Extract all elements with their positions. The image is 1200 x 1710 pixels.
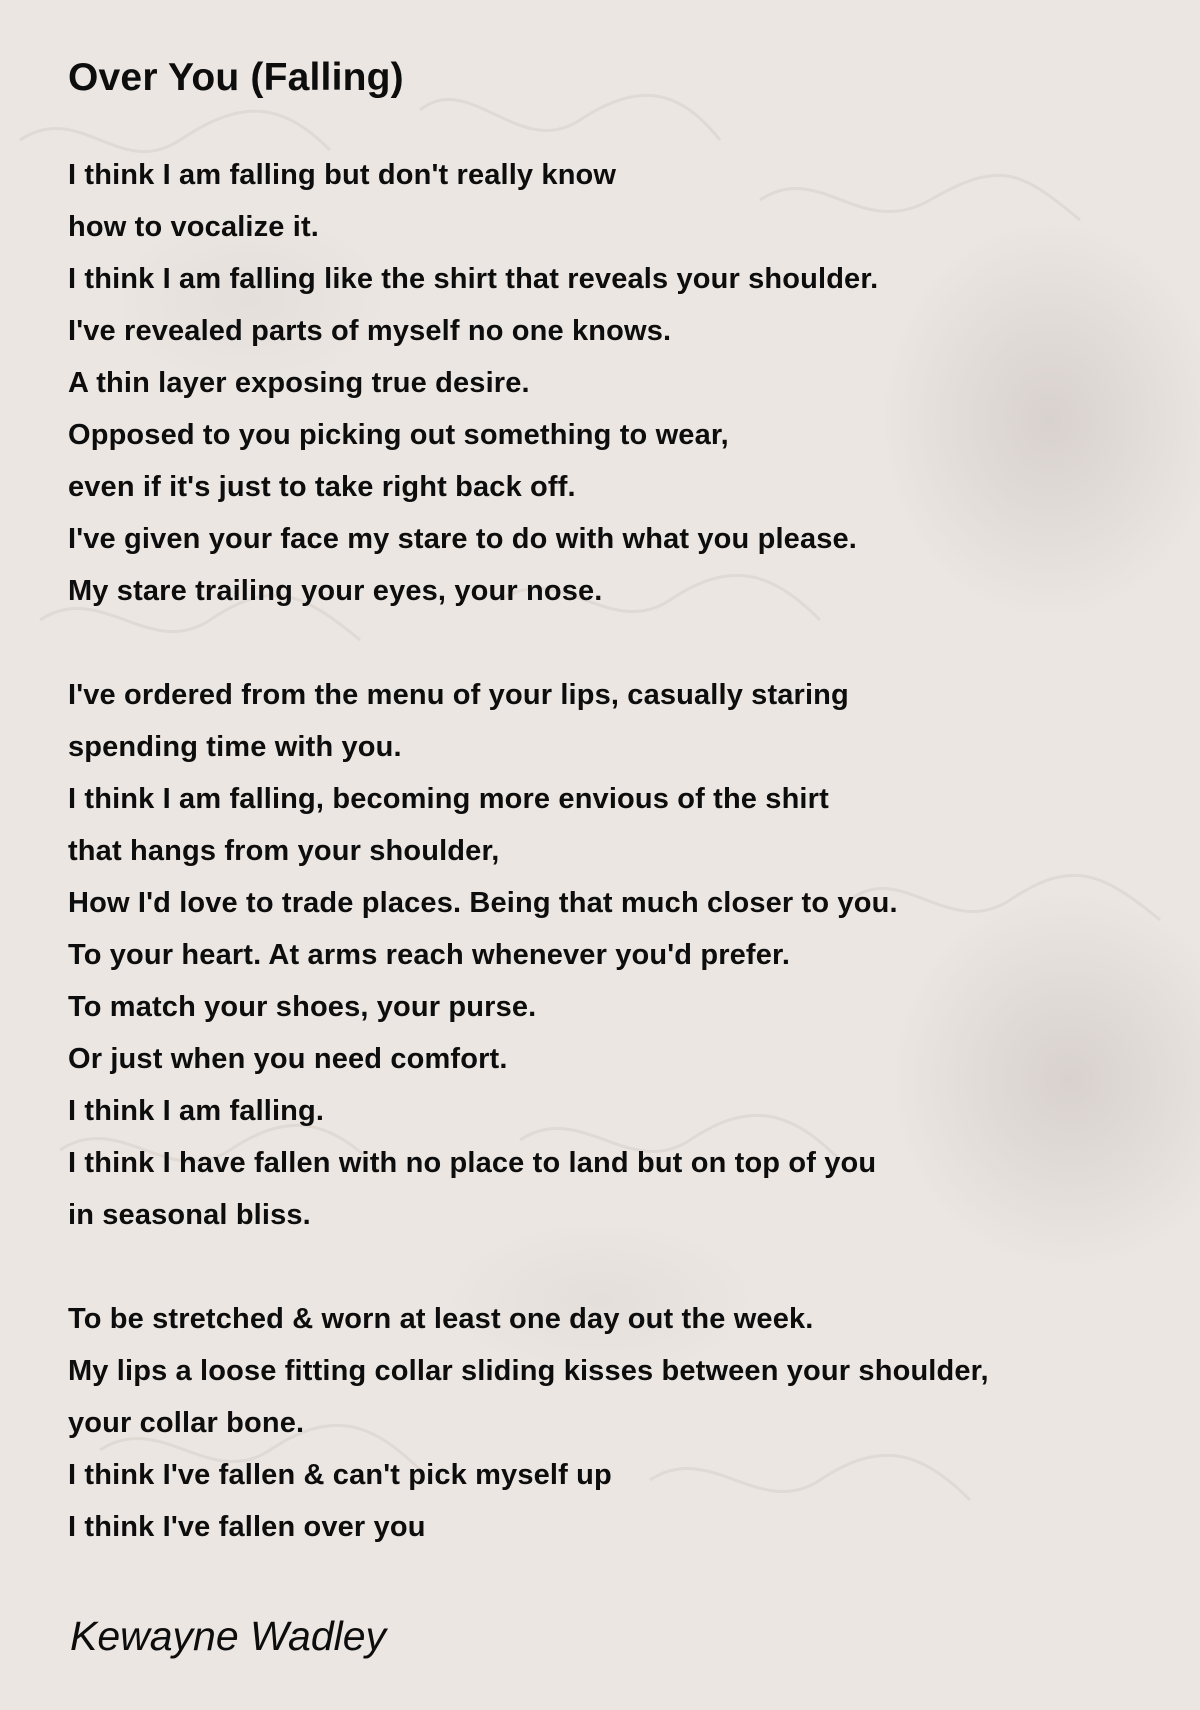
poem-author: Kewayne Wadley xyxy=(70,1613,387,1659)
poem-line: To be stretched & worn at least one day out the week. xyxy=(68,1303,814,1335)
poem-line: A thin layer exposing true desire. xyxy=(68,367,530,399)
poem-line: I think I've fallen over you xyxy=(68,1511,426,1543)
poem-line: I've given your face my stare to do with what you please. xyxy=(68,523,858,555)
poem-line: My lips a loose fitting collar sliding kisses between your shoulder, xyxy=(68,1355,989,1387)
poem-line: that hangs from your shoulder, xyxy=(68,835,500,867)
stanza-1 xyxy=(68,149,1168,617)
poem-line: spending time with you. xyxy=(68,731,402,763)
poem-line: I think I am falling, becoming more envious of the shirt xyxy=(68,783,829,815)
poem-line: even if it's just to take right back off. xyxy=(68,471,576,503)
stanza-3 xyxy=(68,1293,1168,1553)
poem-line: I've revealed parts of myself no one knows. xyxy=(68,315,672,347)
poem-line: I've ordered from the menu of your lips, casually staring xyxy=(68,679,849,711)
poem-line: How I'd love to trade places. Being that much closer to you. xyxy=(68,887,898,919)
poem-line: I think I have fallen with no place to land but on top of you xyxy=(68,1147,877,1179)
poem-line: how to vocalize it. xyxy=(68,211,319,243)
poem-line: My stare trailing your eyes, your nose. xyxy=(68,575,603,607)
poem-line: Opposed to you picking out something to wear, xyxy=(68,419,729,451)
poem-line: your collar bone. xyxy=(68,1407,305,1439)
poem-line: I think I am falling like the shirt that reveals your shoulder. xyxy=(68,263,879,295)
poem-line: I think I've fallen & can't pick myself up xyxy=(68,1459,612,1491)
stanza-2 xyxy=(68,669,1168,1241)
poem-line: To match your shoes, your purse. xyxy=(68,991,537,1023)
poem-line: I think I am falling but don't really know xyxy=(68,159,617,191)
poem-title: Over You (Falling) xyxy=(68,56,404,99)
poem-body xyxy=(68,149,1168,1605)
poem-line: Or just when you need comfort. xyxy=(68,1043,508,1075)
poem-line: To your heart. At arms reach whenever you'd prefer. xyxy=(68,939,791,971)
poem-line: in seasonal bliss. xyxy=(68,1199,311,1231)
poem-line: I think I am falling. xyxy=(68,1095,325,1127)
